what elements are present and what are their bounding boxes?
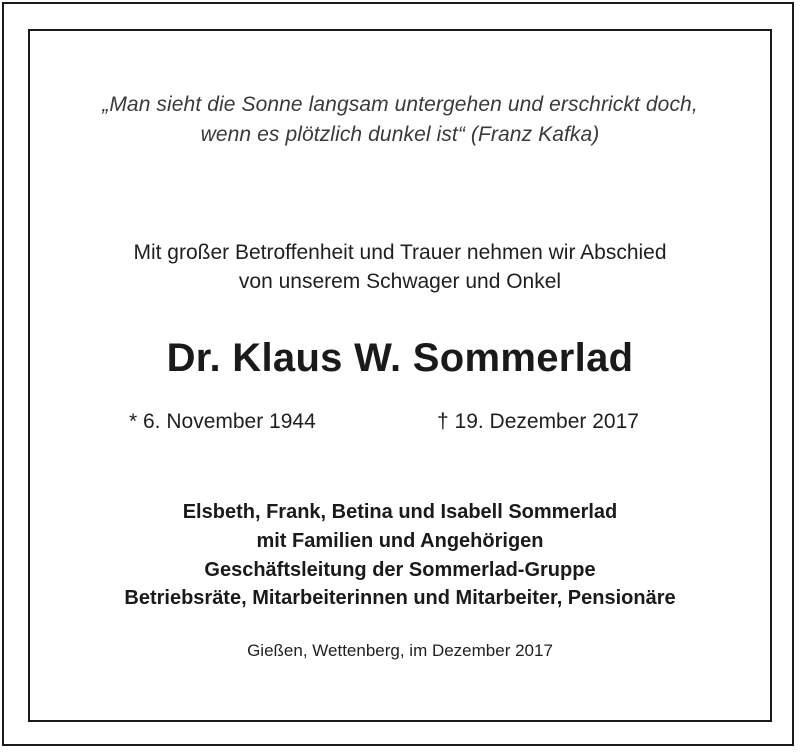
place-date: Gießen, Wettenberg, im Dezember 2017	[247, 641, 553, 660]
intro-line-2: von unserem Schwager und Onkel	[238, 270, 562, 293]
mourner-line: Betriebsräte, Mitarbeiterinnen und Mitarbeiter, Pensionäre	[124, 587, 676, 609]
quote-line-2: wenn es plötzlich dunkel ist“ (Franz Kafka)	[200, 123, 600, 146]
death-date: † 19. Dezember 2017	[437, 410, 639, 433]
intro-line-1: Mit großer Betroffenheit und Trauer nehmen wir Abschied	[133, 241, 667, 264]
mourner-line: mit Familien und Angehörigen	[256, 530, 544, 552]
mourner-line: Elsbeth, Frank, Betina und Isabell Sommerlad	[182, 501, 618, 523]
birth-date: * 6. November 1944	[129, 410, 316, 433]
deceased-name: Dr. Klaus W. Sommerlad	[166, 336, 634, 380]
mourner-line: Geschäftsleitung der Sommerlad-Gruppe	[204, 559, 596, 581]
quote-line-1: „Man sieht die Sonne langsam untergehen und erschrickt doch,	[102, 93, 698, 116]
